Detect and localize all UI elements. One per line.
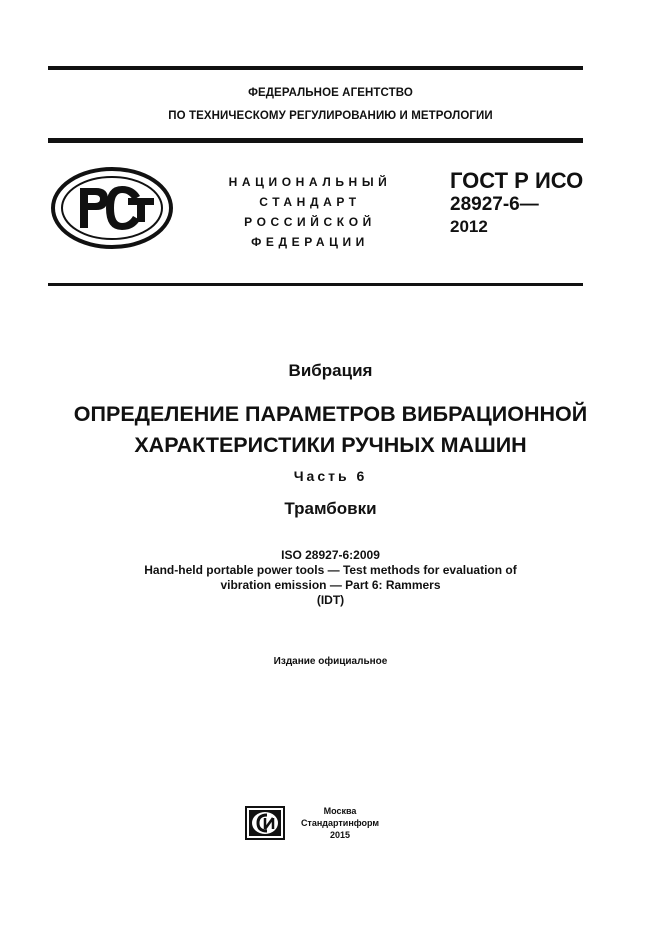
national-line-3: РОССИЙСКОЙ: [244, 215, 376, 229]
gost-line-3: 2012: [450, 217, 488, 236]
subject-title: Вибрация: [288, 361, 373, 380]
publisher-year: 2015: [329, 830, 351, 840]
header-rule: [48, 138, 583, 143]
publisher-city: Москва: [323, 806, 357, 816]
main-title-line-2: ХАРАКТЕРИСТИКИ РУЧНЫХ МАШИН: [134, 433, 527, 457]
national-line-2: СТАНДАРТ: [259, 195, 361, 209]
gost-designation: [450, 168, 583, 238]
agency-line-1: ФЕДЕРАЛЬНОЕ АГЕНТСТВО: [248, 87, 413, 99]
part-number: Часть 6: [293, 468, 368, 484]
national-line-1: НАЦИОНАЛЬНЫЙ: [228, 175, 392, 189]
part-title: Трамбовки: [284, 499, 377, 518]
main-title-line-1: ОПРЕДЕЛЕНИЕ ПАРАМЕТРОВ ВИБРАЦИОННОЙ: [73, 402, 588, 426]
iso-reference: [0, 548, 661, 608]
publisher-name: Стандартинформ: [300, 818, 380, 828]
publisher-info: [290, 805, 390, 841]
main-title: [0, 399, 661, 461]
iso-idt: (IDT): [316, 593, 345, 607]
standartinform-logo-icon: [245, 806, 285, 840]
gost-line-2: 28927-6—: [450, 194, 539, 215]
national-standard-label: [210, 172, 410, 252]
gost-r-logo-icon: [50, 166, 174, 250]
gost-line-1: ГОСТ Р ИСО: [450, 168, 584, 193]
edition-label: Издание официальное: [273, 656, 388, 667]
agency-line-2: ПО ТЕХНИЧЕСКОМУ РЕГУЛИРОВАНИЮ И МЕТРОЛОГИИ: [168, 110, 493, 122]
iso-code: ISO 28927-6:2009: [281, 548, 380, 562]
iso-title-line-2: vibration emission — Part 6: Rammers: [220, 578, 441, 592]
standard-block-rule: [48, 283, 583, 286]
national-line-4: ФЕДЕРАЦИИ: [251, 235, 369, 249]
top-rule: [48, 66, 583, 70]
iso-title-line-1: Hand-held portable power tools — Test methods for evaluation of: [144, 563, 517, 577]
